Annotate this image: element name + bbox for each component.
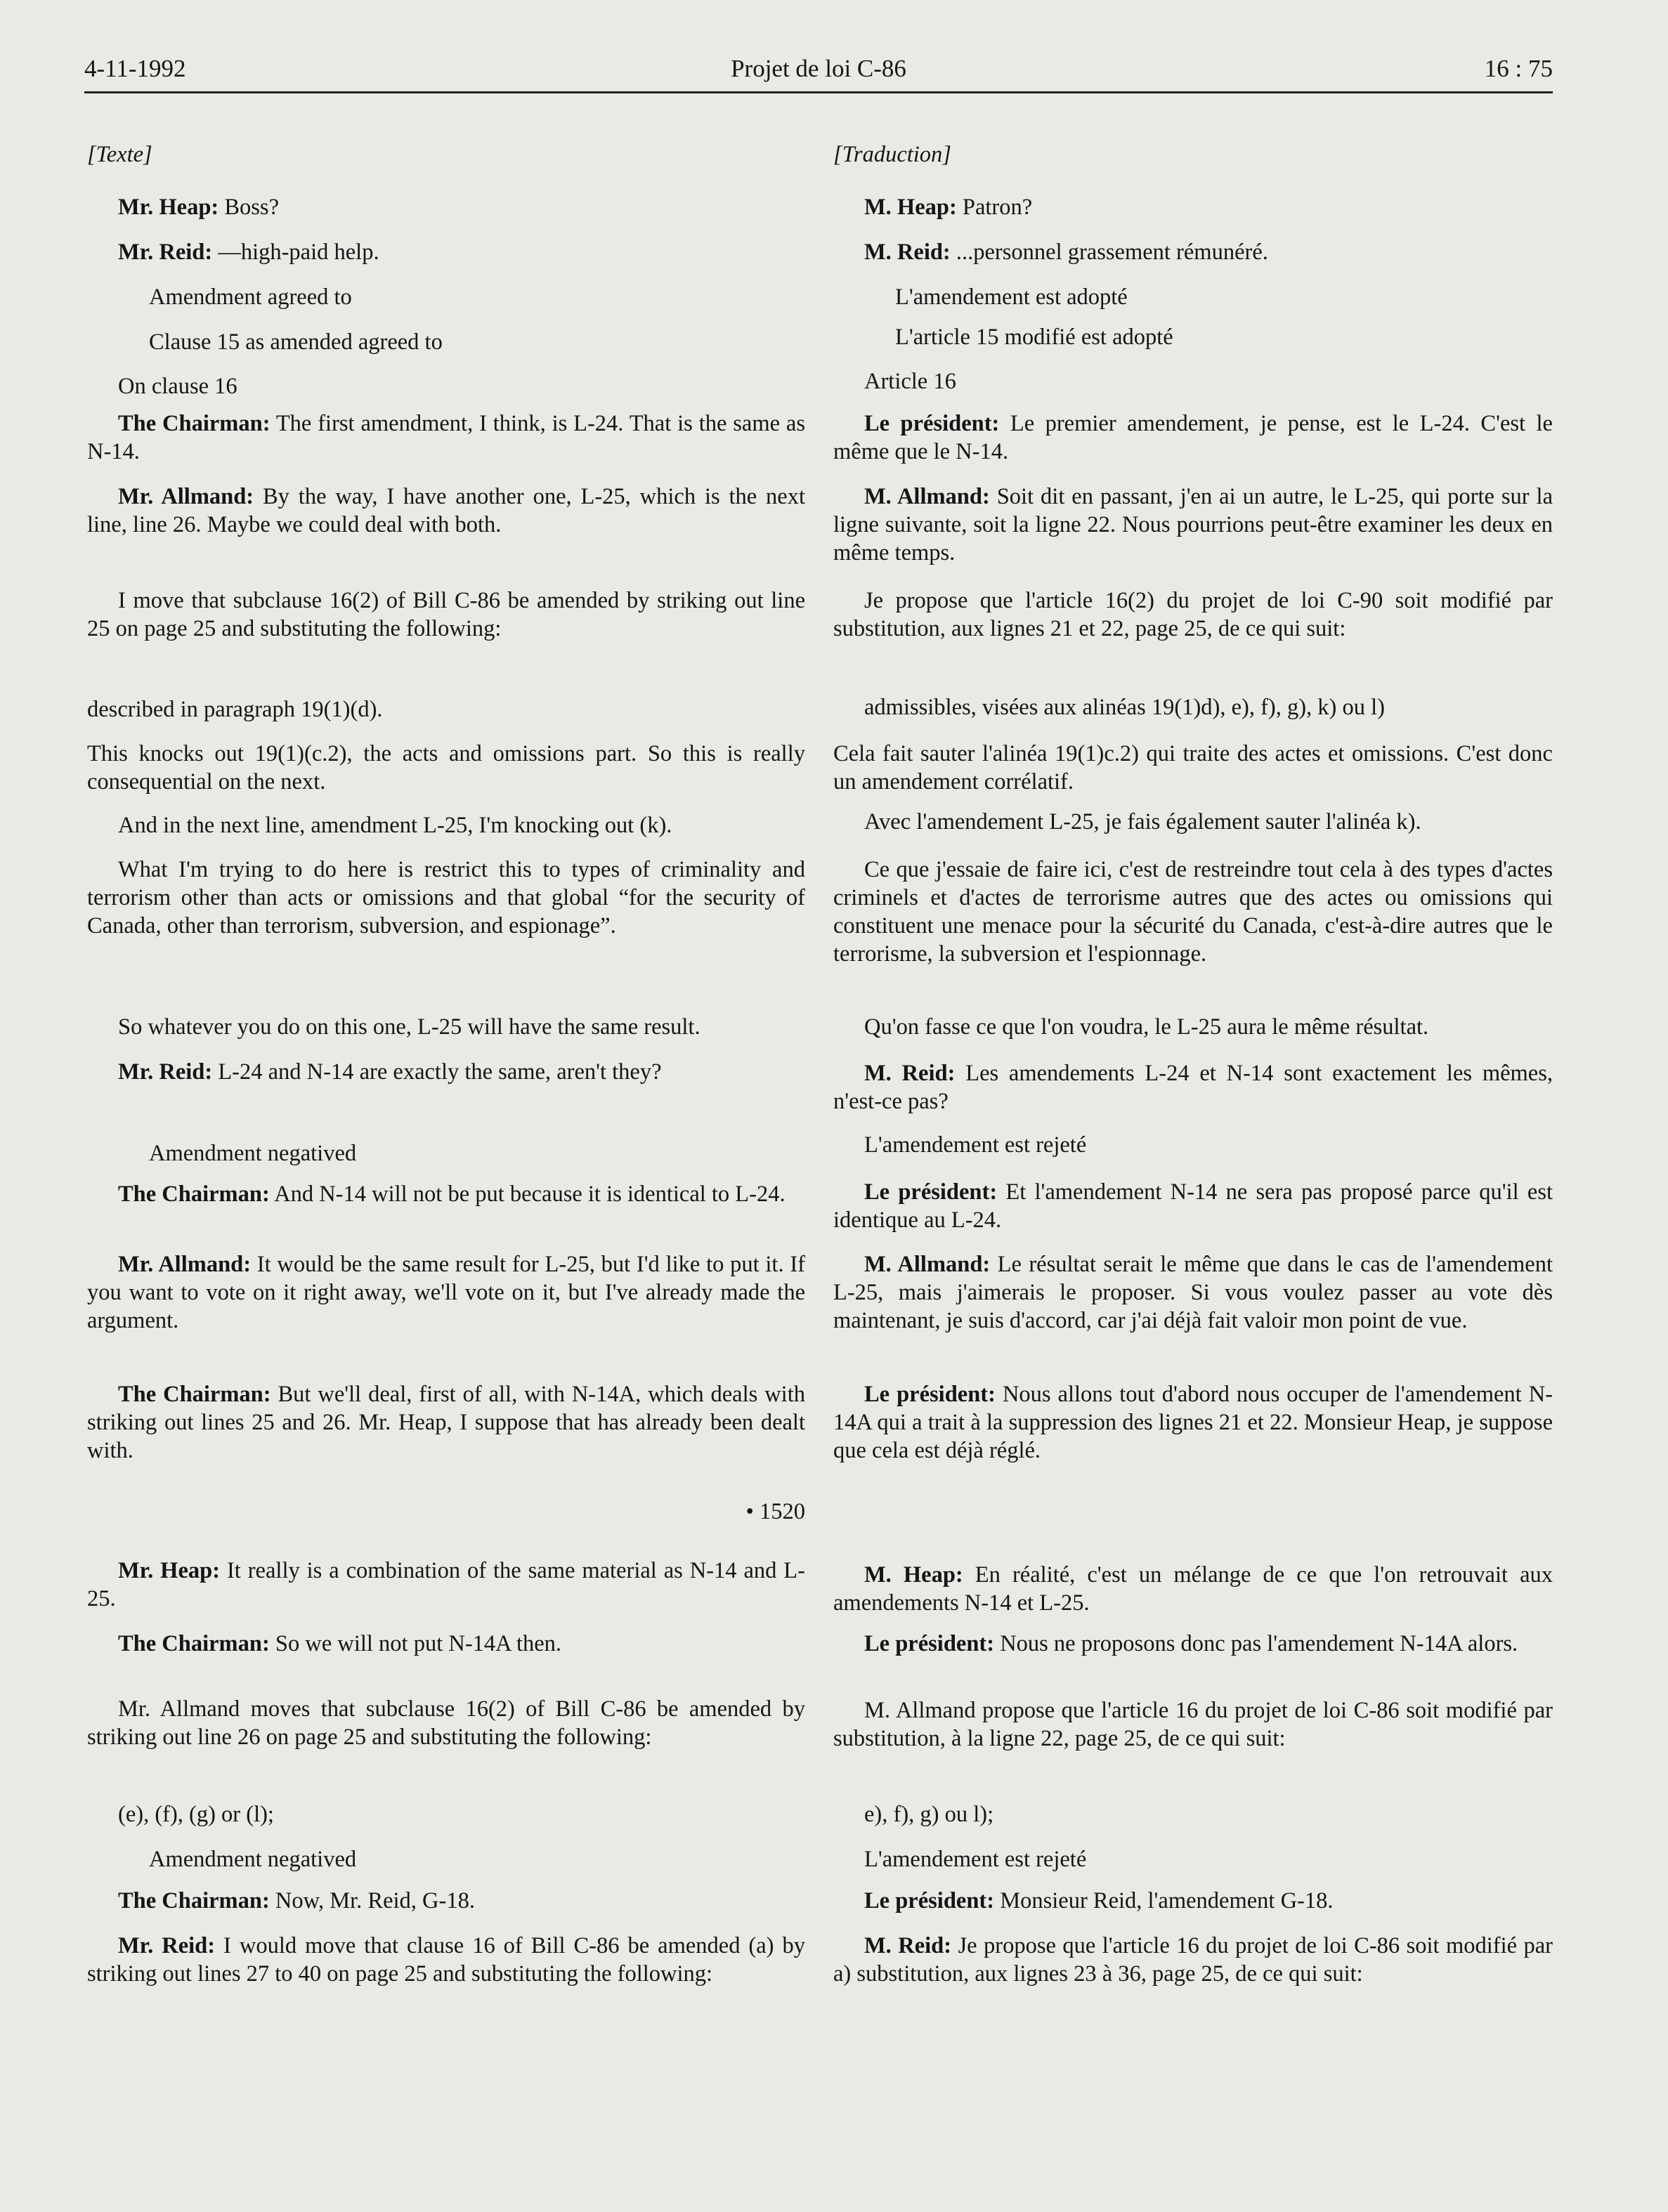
speech-text: Nous allons tout d'abord nous occuper de l'amendement N-14A qui a trait à la suppression des lignes 21 et 22. Monsieur Heap, je suppose que cela est déjà réglé.: [833, 1382, 1553, 1463]
speaker-name: Le président:: [864, 1179, 998, 1205]
speech-paragraph: [87, 483, 805, 539]
motion-result: L'article 15 modifié est adopté: [895, 325, 1173, 350]
speaker-name: M. Allmand:: [864, 1252, 991, 1277]
speech-text: It really is a combination of the same material as N-14 and L-25.: [87, 1558, 805, 1611]
speech-paragraph: [833, 1887, 1553, 1915]
amendment-text: (e), (f), (g) or (l);: [118, 1802, 274, 1827]
speech-paragraph: [87, 1557, 805, 1613]
speech-paragraph: [833, 1561, 1553, 1617]
speech-text: So we will not put N-14A then.: [269, 1631, 562, 1656]
speech-paragraph: [87, 1380, 805, 1465]
speech-text: And N-14 will not be put because it is identical to L-24.: [269, 1182, 786, 1207]
speaker-name: The Chairman:: [118, 1888, 270, 1913]
speech-paragraph: M. Allmand propose que l'article 16 du projet de loi C-86 soit modifié par substitution, à la ligne 22, page 25, de ce qui suit:: [833, 1698, 1553, 1751]
speech-text: Le résultat serait le même que dans le cas de l'amendement L-25, mais j'aimerais le proposer. Si vous voulez passer au vote dès maintenant, je suis d'accord, car j'ai déjà fait valoir mon point de vue.: [833, 1252, 1553, 1333]
clause-heading: On clause 16: [118, 374, 237, 399]
speaker-name: The Chairman:: [118, 1182, 270, 1207]
speaker-name: Mr. Reid:: [118, 1059, 213, 1085]
speaker-name: Mr. Allmand:: [118, 1252, 252, 1277]
speaker-name: The Chairman:: [118, 1631, 270, 1656]
speaker-name: M. Reid:: [864, 1933, 952, 1958]
speech-paragraph: [833, 1059, 1553, 1115]
speech-paragraph: [87, 1887, 805, 1915]
speaker-name: Mr. Heap:: [118, 195, 219, 220]
motion-result: L'amendement est rejeté: [864, 1132, 1087, 1158]
speech-paragraph: [833, 483, 1553, 567]
speech-text: The first amendment, I think, is L-24. That is the same as N-14.: [87, 411, 805, 464]
speech-text: Je propose que l'article 16 du projet de loi C-86 soit modifié par a) substitution, aux lignes 23 à 36, page 25, de ce qui suit:: [833, 1933, 1553, 1987]
speaker-name: Le président:: [864, 1382, 996, 1407]
speech-paragraph: This knocks out 19(1)(c.2), the acts and omissions part. So this is really consequential on the next.: [87, 741, 805, 794]
speech-text: Now, Mr. Reid, G-18.: [269, 1888, 475, 1913]
speech-text: Le premier amendement, je pense, est le L-24. C'est le même que le N-14.: [833, 411, 1553, 464]
speech-paragraph: I move that subclause 16(2) of Bill C-86 be amended by striking out line 25 on page 25 and substituting the following:: [87, 588, 805, 641]
motion-result: Clause 15 as amended agreed to: [149, 329, 443, 355]
column-label: [Texte]: [87, 142, 152, 167]
motion-result: Amendment negatived: [149, 1141, 357, 1166]
speech-paragraph: [833, 193, 1553, 221]
speech-paragraph: [87, 1058, 805, 1086]
speech-paragraph: [87, 1630, 805, 1658]
speech-paragraph: [833, 1250, 1553, 1335]
speech-text: L-24 and N-14 are exactly the same, aren't they?: [212, 1059, 662, 1085]
speaker-name: Le président:: [864, 1631, 995, 1656]
speech-paragraph: [833, 238, 1553, 266]
speech-text: —high-paid help.: [212, 240, 379, 265]
speaker-name: Le président:: [864, 1888, 995, 1913]
speech-paragraph: Mr. Allmand moves that subclause 16(2) of Bill C-86 be amended by striking out line 26 on page 25 and substituting the following:: [87, 1696, 805, 1750]
speaker-name: M. Heap:: [864, 1562, 963, 1588]
speech-paragraph: [87, 1180, 805, 1208]
speaker-name: Mr. Allmand:: [118, 484, 254, 509]
speech-text: I would move that clause 16 of Bill C-86 be amended (a) by striking out lines 27 to 40 on page 25 and substituting the following:: [87, 1933, 805, 1987]
speech-text: It would be the same result for L-25, but I'd like to put it. If you want to vote on it right away, we'll vote on it, but I've already made the argument.: [87, 1252, 805, 1333]
speech-paragraph: Qu'on fasse ce que l'on voudra, le L-25 aura le même résultat.: [864, 1014, 1429, 1040]
speech-paragraph: What I'm trying to do here is restrict this to types of criminality and terrorism other than acts or omissions and that global “for the security of Canada, other than terrorism, subversion, and espionage”.: [87, 857, 805, 938]
amendment-text: described in paragraph 19(1)(d).: [87, 697, 383, 722]
speech-text: Les amendements L-24 et N-14 sont exactement les mêmes, n'est-ce pas?: [833, 1061, 1553, 1114]
speech-paragraph: Je propose que l'article 16(2) du projet de loi C-90 soit modifié par substitution, aux lignes 21 et 22, page 25, de ce qui suit:: [833, 588, 1553, 641]
speaker-name: M. Allmand:: [864, 484, 990, 509]
speaker-name: M. Heap:: [864, 195, 957, 220]
speaker-name: Le président:: [864, 411, 1000, 436]
speech-text: En réalité, c'est un mélange de ce que l'on retrouvait aux amendements N-14 et L-25.: [833, 1562, 1553, 1616]
speech-paragraph: So whatever you do on this one, L-25 will have the same result.: [118, 1014, 701, 1040]
column-label: [Traduction]: [833, 142, 951, 167]
speech-text: Monsieur Reid, l'amendement G-18.: [994, 1888, 1334, 1913]
speech-paragraph: [833, 1932, 1553, 1988]
motion-result: Amendment agreed to: [149, 284, 352, 310]
speech-paragraph: [833, 1380, 1553, 1465]
speaker-name: The Chairman:: [118, 411, 271, 436]
speech-text: Boss?: [219, 195, 280, 220]
speech-paragraph: [87, 193, 805, 221]
amendment-text: admissibles, visées aux alinéas 19(1)d), e), f), g), k) ou l): [864, 695, 1385, 720]
page-header: [84, 55, 1553, 93]
clause-heading: Article 16: [864, 369, 956, 394]
speaker-name: Mr. Reid:: [118, 240, 213, 265]
time-stamp: • 1520: [745, 1499, 805, 1524]
speech-paragraph: [87, 238, 805, 266]
motion-result: Amendment negatived: [149, 1847, 357, 1872]
speech-paragraph: And in the next line, amendment L-25, I'm knocking out (k).: [118, 813, 672, 838]
motion-result: L'amendement est adopté: [895, 284, 1128, 310]
speech-paragraph: [87, 1932, 805, 1988]
speaker-name: M. Reid:: [864, 1061, 956, 1086]
speech-paragraph: [833, 1178, 1553, 1234]
header-title: Projet de loi C-86: [731, 55, 906, 82]
speech-text: But we'll deal, first of all, with N-14A, which deals with striking out lines 25 and 26. Mr. Heap, I suppose that has already been dealt with.: [87, 1382, 805, 1463]
speaker-name: M. Reid:: [864, 240, 951, 265]
speech-text: ...personnel grassement rémunéré.: [950, 240, 1268, 265]
speech-text: Soit dit en passant, j'en ai un autre, le L-25, qui porte sur la ligne suivante, soit la ligne 22. Nous pourrions peut-être examiner les deux en même temps.: [833, 484, 1553, 565]
motion-result: L'amendement est rejeté: [864, 1847, 1087, 1872]
speech-paragraph: Cela fait sauter l'alinéa 19(1)c.2) qui traite des actes et omissions. C'est donc un amendement corrélatif.: [833, 741, 1553, 794]
speaker-name: The Chairman:: [118, 1382, 271, 1407]
speaker-name: Mr. Heap:: [118, 1558, 221, 1583]
speech-paragraph: [833, 410, 1553, 466]
speech-text: By the way, I have another one, L-25, which is the next line, line 26. Maybe we could deal with both.: [87, 484, 805, 537]
speech-paragraph: [87, 410, 805, 466]
speech-paragraph: Ce que j'essaie de faire ici, c'est de restreindre tout cela à des types d'actes criminels et d'actes de terrorisme autres que des actes ou omissions qui constituent une menace pour la sécurité du Canada, c'est-à-dire autres que le terrorisme, la subversion et l'espionnage.: [833, 857, 1553, 967]
speech-text: Et l'amendement N-14 ne sera pas proposé parce qu'il est identique au L-24.: [833, 1179, 1553, 1233]
header-date: 4-11-1992: [84, 55, 186, 82]
header-page-number: 16 : 75: [1484, 55, 1553, 82]
speech-paragraph: Avec l'amendement L-25, je fais également sauter l'alinéa k).: [864, 809, 1421, 835]
speech-text: Nous ne proposons donc pas l'amendement N-14A alors.: [994, 1631, 1518, 1656]
speech-paragraph: [833, 1630, 1553, 1658]
speech-text: Patron?: [956, 195, 1033, 220]
speech-paragraph: [87, 1250, 805, 1335]
speaker-name: Mr. Reid:: [118, 1933, 216, 1958]
amendment-text: e), f), g) ou l);: [864, 1802, 994, 1827]
